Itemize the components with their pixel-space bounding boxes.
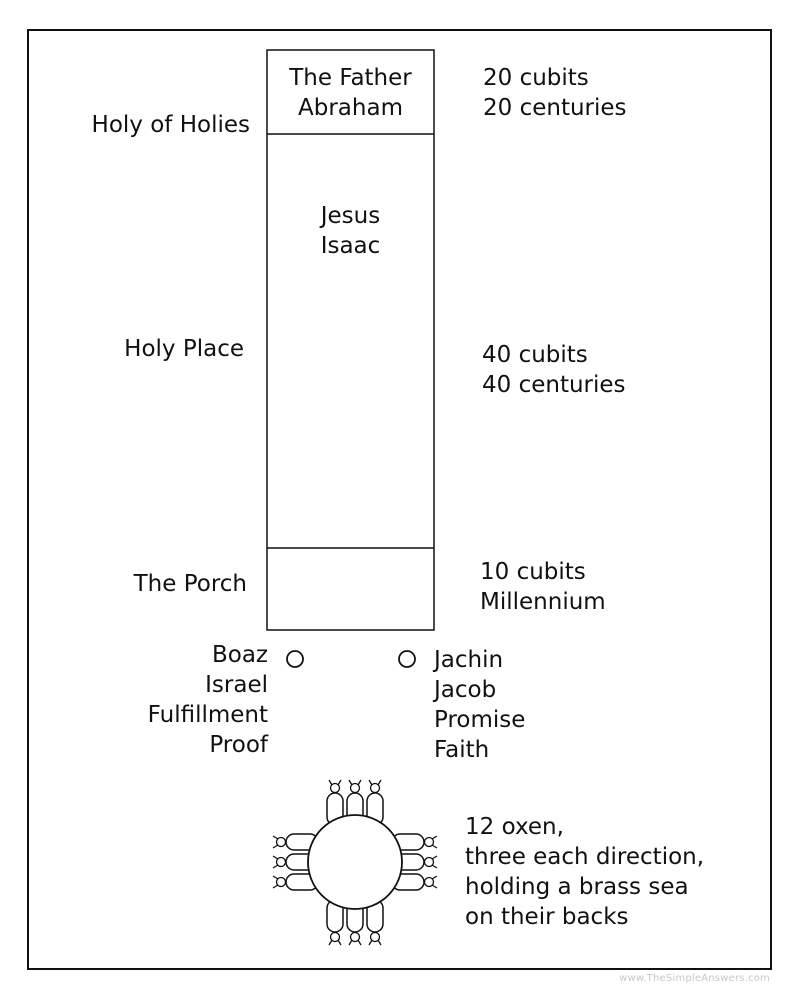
holy-occupant: Isaac bbox=[320, 233, 381, 259]
porch-measure bbox=[480, 557, 606, 617]
pillar-jachin bbox=[399, 651, 415, 667]
measure-line: Millennium bbox=[480, 589, 606, 615]
pillar-line: Proof bbox=[209, 732, 268, 758]
pillar-boaz-label bbox=[148, 640, 268, 760]
holy-occupant: Jesus bbox=[320, 203, 381, 229]
measure-line: 10 cubits bbox=[480, 559, 586, 585]
caption-line: 12 oxen, bbox=[465, 814, 564, 840]
caption-line: holding a brass sea bbox=[465, 874, 689, 900]
brass-sea bbox=[308, 815, 402, 909]
pillar-line: Boaz bbox=[211, 642, 268, 668]
caption-line: on their backs bbox=[465, 904, 629, 930]
pillar-line: Fulfillment bbox=[147, 702, 268, 728]
measure-line: 20 cubits bbox=[483, 65, 589, 91]
pillar-boaz bbox=[287, 651, 303, 667]
holiest-occupants bbox=[267, 63, 434, 123]
measure-line: 40 cubits bbox=[482, 342, 588, 368]
caption-line: three each direction, bbox=[465, 844, 705, 870]
holy-occupants bbox=[267, 201, 434, 261]
holiest-occupant: The Father bbox=[289, 65, 412, 91]
holiest-measure bbox=[483, 63, 627, 123]
pillar-line: Faith bbox=[434, 737, 490, 763]
pillar-line: Israel bbox=[205, 672, 268, 698]
sea-caption bbox=[465, 812, 704, 932]
pillar-line: Jachin bbox=[434, 647, 504, 673]
holy-place-label: Holy Place bbox=[124, 336, 244, 362]
holy-measure bbox=[482, 340, 626, 400]
porch-label: The Porch bbox=[133, 571, 247, 597]
watermark: www.TheSimpleAnswers.com bbox=[619, 973, 770, 984]
pillar-line: Jacob bbox=[434, 677, 497, 703]
pillar-jachin-label bbox=[434, 645, 525, 765]
temple-outline bbox=[267, 50, 434, 630]
holiest-occupant: Abraham bbox=[298, 95, 403, 121]
pillar-line: Promise bbox=[434, 707, 526, 733]
holy-of-holies-label: Holy of Holies bbox=[91, 112, 250, 138]
measure-line: 40 centuries bbox=[482, 372, 626, 398]
measure-line: 20 centuries bbox=[483, 95, 627, 121]
